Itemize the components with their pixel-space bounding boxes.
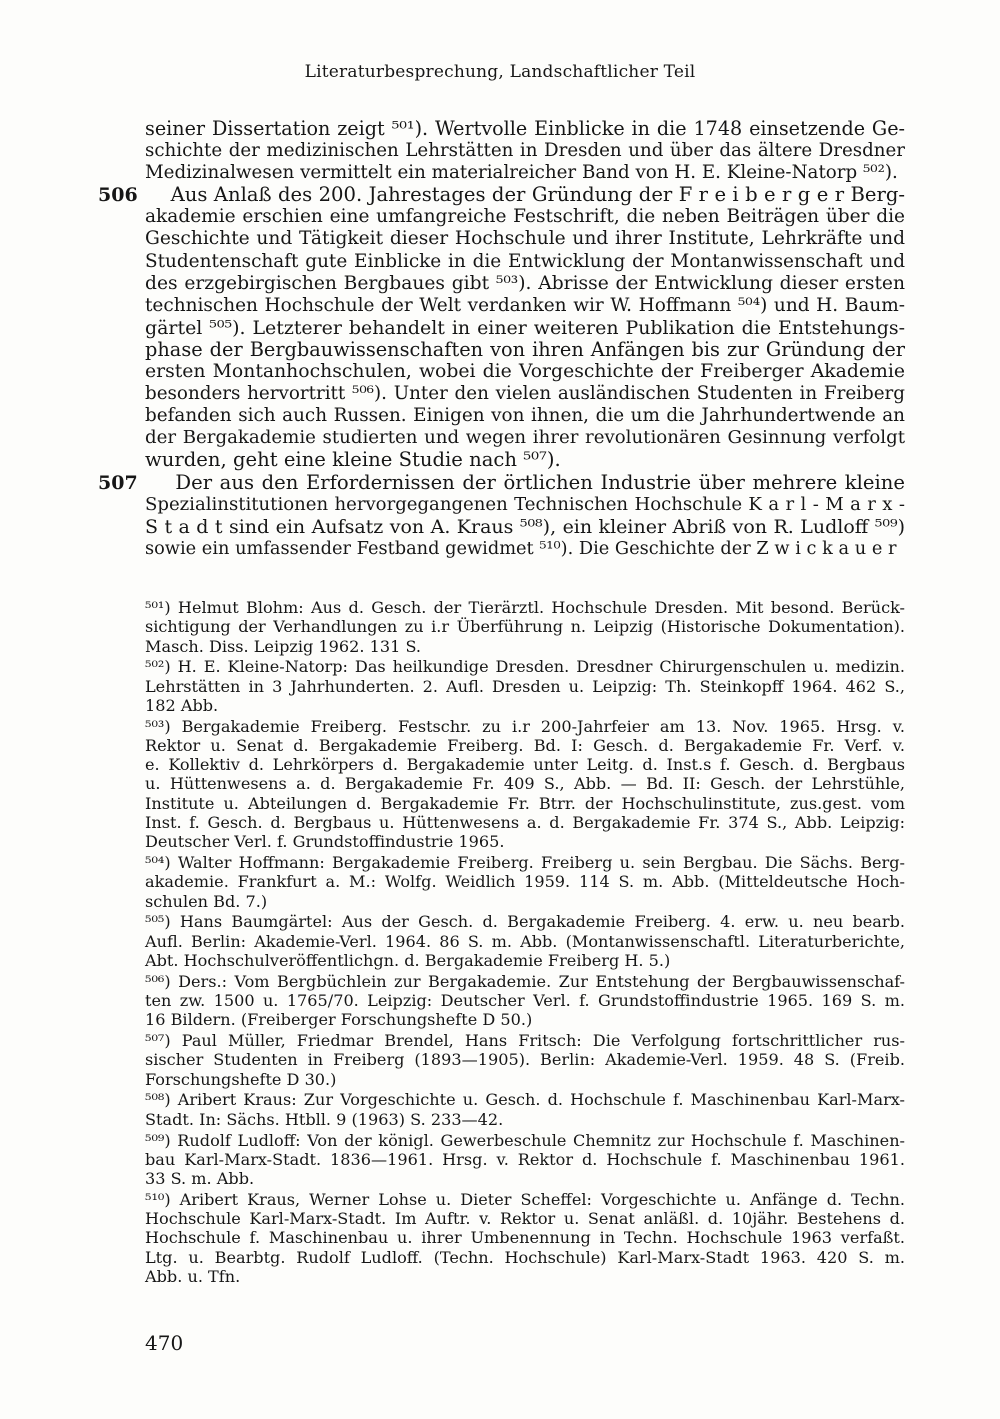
body-line-text: befanden sich auch Russen. Einigen von ihnen, die um die Jahrhundertwende an <box>145 405 905 427</box>
body-line-text: wurden, geht eine kleine Studie nach ⁵⁰⁷). <box>145 448 561 472</box>
footnote-line: Inst. f. Gesch. d. Bergbaus u. Hüttenwesens a. d. Bergakademie Fr. 374 S., Abb. Leipzig: <box>145 812 905 832</box>
body-line-text: Medizinalwesen vermittelt ein materialreicher Band von H. E. Kleine-Natorp ⁵⁰²). <box>145 162 898 184</box>
footnote-line: ⁵⁰⁴) Walter Hoffmann: Bergakademie Freiberg. Freiberg u. sein Bergbau. Die Sächs. Berg- <box>145 853 905 873</box>
footnote-line: Aufl. Berlin: Akademie-Verl. 1964. 86 S. m. Abb. (Montanwissenschaftl. Literaturberichte, <box>145 931 905 951</box>
body-line <box>145 405 905 427</box>
section-marker: 507 <box>98 471 138 494</box>
section-marker: 506 <box>98 184 138 207</box>
body-line <box>145 228 905 250</box>
footnote-line: Hochschule Karl-Marx-Stadt. Im Auftr. v. Rektor u. Senat anläßl. d. 10jähr. Bestehens d. <box>145 1209 905 1229</box>
body-line <box>145 383 905 405</box>
footnote <box>145 717 905 852</box>
body-line <box>145 295 905 317</box>
body-line <box>145 140 905 162</box>
footnote <box>145 972 905 1030</box>
footnote <box>145 657 905 715</box>
footnote <box>145 1190 905 1286</box>
footnote-line: ⁵⁰⁹) Rudolf Ludloff: Von der königl. Gewerbeschule Chemnitz zur Hochschule f. Maschinen- <box>145 1130 905 1150</box>
footnote-line: Abb. u. Tfn. <box>145 1266 241 1286</box>
footnote-line: ⁵⁰²) H. E. Kleine-Natorp: Das heilkundige Dresden. Dresdner Chirurgenschulen u. medizin. <box>145 657 905 677</box>
body-line-text: des erzgebirgischen Bergbaues gibt ⁵⁰³). Abrisse der Entwicklung dieser ersten <box>145 272 905 294</box>
footnote-line: ⁵⁰⁵) Hans Baumgärtel: Aus der Gesch. d. Bergakademie Freiberg. 4. erw. u. neu bearb. <box>145 912 905 932</box>
footnote-line: Forschungshefte D 30.) <box>145 1069 337 1089</box>
footnote-line: ⁵¹⁰) Aribert Kraus, Werner Lohse u. Dieter Scheffel: Vorgeschichte u. Anfänge d. Techn. <box>145 1189 905 1209</box>
body-line <box>98 470 905 494</box>
footnote <box>145 912 905 970</box>
footnote <box>145 853 905 911</box>
body-line <box>145 339 905 361</box>
footnote <box>145 1131 905 1189</box>
body-line <box>145 118 905 140</box>
footnote-line: Masch. Diss. Leipzig 1962. 131 S. <box>145 636 422 656</box>
footnote-line: e. Kollektiv d. Lehrkörpers d. Bergakademie unter Leitg. d. Inst.s f. Gesch. d. Bergbaus <box>145 755 905 775</box>
body-text <box>98 117 905 560</box>
footnote-line: schulen Bd. 7.) <box>145 891 268 911</box>
footnote-line: ⁵⁰⁸) Aribert Kraus: Zur Vorgeschichte u. Gesch. d. Hochschule f. Maschinenbau Karl-Marx- <box>145 1090 905 1110</box>
footnote-line: Institute u. Abteilungen d. Bergakademie Fr. Btrr. der Hochschulinstitute, zus.gest. vom <box>145 793 905 813</box>
body-line-text: schichte der medizinischen Lehrstätten in Dresden und über das ältere Dresdner <box>145 140 905 162</box>
footnote-line: ⁵⁰⁶) Ders.: Vom Bergbüchlein zur Bergakademie. Zur Entstehung der Bergbauwissenschaf- <box>145 971 905 991</box>
footnote-line: sichtigung der Verhandlungen zu i.r Überführung n. Leipzig (Historische Dokumentation). <box>145 617 905 637</box>
body-line-text: seiner Dissertation zeigt ⁵⁰¹). Wertvolle Einblicke in die 1748 einsetzende Ge- <box>145 117 905 140</box>
body-line-text: sowie ein umfassender Festband gewidmet ⁵¹⁰). Die Geschichte der Z w i c k a u e r <box>145 538 897 559</box>
body-line-text: phase der Bergbauwissenschaften von ihren Anfängen bis zur Gründung der <box>145 337 905 361</box>
footnote-line: 33 S. m. Abb. <box>145 1169 255 1188</box>
body-line-text: Spezialinstitutionen hervorgegangenen Technischen Hochschule K a r l - M a r x - <box>145 493 905 515</box>
footnote-line: u. Hüttenwesens a. d. Bergakademie Fr. 409 S., Abb. — Bd. II: Gesch. der Lehrstühle, <box>145 774 905 794</box>
footnote-line: ten zw. 1500 u. 1765/70. Leipzig: Deutscher Verl. f. Grundstoffindustrie 1965. 169 S. m. <box>145 990 905 1010</box>
footnote-line: ⁵⁰⁷) Paul Müller, Friedmar Brendel, Hans Fritsch: Die Verfolgung fortschrittlicher rus- <box>145 1031 905 1051</box>
body-line-text: ersten Montanhochschulen, wobei die Vorgeschichte der Freiberger Akademie <box>145 361 905 383</box>
footnote-line: ⁵⁰³) Bergakademie Freiberg. Festschr. zu i.r 200-Jahrfeier am 13. Nov. 1965. Hrsg. v. <box>145 716 905 736</box>
body-line <box>145 273 905 295</box>
footnote-line: Stadt. In: Sächs. Htbll. 9 (1963) S. 233—42. <box>145 1109 504 1129</box>
footnote-line: bau Karl-Marx-Stadt. 1836—1961. Hrsg. v. Rektor d. Hochschule f. Maschinenbau 1961. <box>145 1149 905 1169</box>
footnote-line: Deutscher Verl. f. Grundstoffindustrie 1965. <box>145 832 505 852</box>
body-line-text: S t a d t sind ein Aufsatz von A. Kraus ⁵⁰⁸), ein kleiner Abriß von R. Ludloff ⁵⁰⁹) <box>145 515 905 538</box>
body-line-text: Studentenschaft gute Einblicke in die Entwicklung der Montanwissenschaft und <box>145 250 905 272</box>
footnote-line: Abt. Hochschulveröffentlichgn. d. Bergakademie Freiberg H. 5.) <box>145 950 671 970</box>
body-line-text: Aus Anlaß des 200. Jahrestages der Gründung der F r e i b e r g e r Berg- <box>145 183 905 207</box>
footnote-line: Lehrstätten in 3 Jahrhunderten. 2. Aufl. Dresden u. Leipzig: Th. Steinkopff 1964. 462 S., <box>145 676 905 696</box>
body-line-text: Geschichte und Tätigkeit dieser Hochschule und ihrer Institute, Lehrkräfte und <box>145 228 905 250</box>
body-line <box>145 317 905 339</box>
body-line <box>145 538 905 560</box>
footnote-line: sischer Studenten in Freiberg (1893—1905). Berlin: Akademie-Verl. 1959. 48 S. (Freib. <box>145 1050 905 1070</box>
body-line <box>145 516 905 538</box>
body-line-text: gärtel ⁵⁰⁵). Letzterer behandelt in einer weiteren Publikation die Entstehungs- <box>145 316 905 339</box>
body-line <box>145 449 905 471</box>
body-line-text: technischen Hochschule der Welt verdanken wir W. Hoffmann ⁵⁰⁴) und H. Baum- <box>145 294 905 316</box>
body-line-text: akademie erschien eine umfangreiche Festschrift, die neben Beiträgen über die <box>145 206 905 228</box>
footnote-line: Rektor u. Senat d. Bergakademie Freiberg. Bd. I: Gesch. d. Bergakademie Fr. Verf. v. <box>145 735 905 755</box>
footnotes <box>145 598 905 1288</box>
body-line <box>145 206 905 228</box>
footnote <box>145 1031 905 1089</box>
body-line-text: der Bergakademie studierten und wegen ihrer revolutionären Gesinnung verfolgt <box>145 427 905 449</box>
footnote <box>145 598 905 656</box>
footnote-line: 182 Abb. <box>145 695 219 715</box>
body-line-text: Der aus den Erfordernissen der örtlichen Industrie über mehrere kleine <box>145 470 905 494</box>
body-line-text: besonders hervortritt ⁵⁰⁶). Unter den vielen ausländischen Studenten in Freiberg <box>145 383 905 405</box>
body-line <box>145 494 905 516</box>
footnote-line: 16 Bildern. (Freiberger Forschungshefte D 50.) <box>145 1010 533 1030</box>
running-head: Literaturbesprechung, Landschaftlicher Teil <box>304 62 696 82</box>
body-line <box>145 251 905 273</box>
footnote-line: Hochschule f. Maschinenbau u. ihrer Umbenennung in Techn. Hochschule 1963 verfaßt. <box>145 1228 905 1248</box>
footnote <box>145 1090 905 1129</box>
footnote-line: akademie. Frankfurt a. M.: Wolfg. Weidlich 1959. 114 S. m. Abb. (Mitteldeutsche Hoch- <box>145 872 905 892</box>
body-line <box>145 162 905 184</box>
footnote-line: ⁵⁰¹) Helmut Blohm: Aus d. Gesch. der Tierärztl. Hochschule Dresden. Mit besond. Berück- <box>145 598 905 617</box>
body-line <box>98 183 905 207</box>
page-number: 470 <box>145 1331 184 1355</box>
body-line <box>145 361 905 383</box>
body-line <box>145 427 905 449</box>
footnote-line: Ltg. u. Bearbtg. Rudolf Ludloff. (Techn. Hochschule) Karl-Marx-Stadt 1963. 420 S. m. <box>145 1247 905 1267</box>
